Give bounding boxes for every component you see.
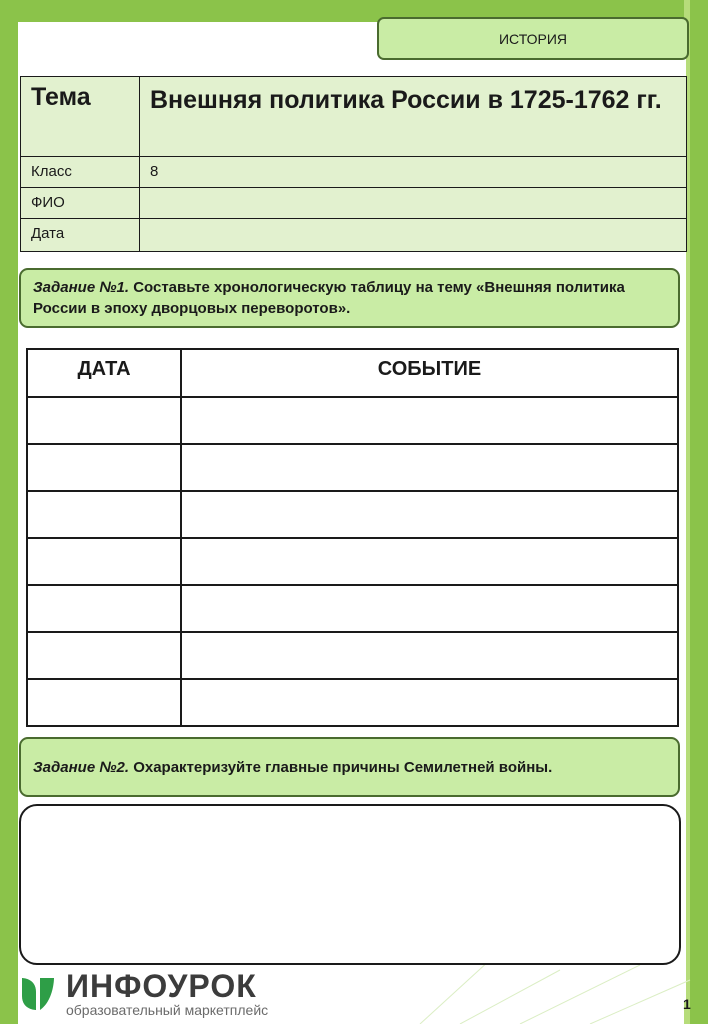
event-cell[interactable] — [181, 585, 678, 632]
event-cell[interactable] — [181, 679, 678, 726]
event-column-header: СОБЫТИЕ — [181, 349, 678, 397]
infourok-leaf-icon — [18, 970, 62, 1014]
table-row — [27, 585, 678, 632]
date-column-header: ДАТА — [27, 349, 181, 397]
table-row — [27, 679, 678, 726]
event-cell[interactable] — [181, 632, 678, 679]
task-2-text: Охарактеризуйте главные причины Семилетней войны. — [129, 758, 553, 776]
date-cell[interactable] — [27, 585, 181, 632]
class-row — [21, 157, 687, 188]
name-row — [21, 188, 687, 219]
task-1-text: Составьте хронологическую таблицу на тему «Внешняя политика России в эпоху дворцовых переворотов». — [33, 279, 625, 317]
date-cell[interactable] — [27, 632, 181, 679]
name-field[interactable] — [140, 188, 687, 219]
topic-value: Внешняя политика России в 1725-1762 гг. — [140, 77, 687, 157]
table-row — [27, 491, 678, 538]
infourok-logo — [18, 968, 308, 1020]
task-1-number: Задание №1. — [33, 279, 130, 296]
frame-left — [0, 0, 18, 1024]
date-label: Дата — [21, 219, 140, 252]
task-2-number: Задание №2. — [33, 758, 130, 776]
chronology-header-row — [27, 349, 678, 397]
event-cell[interactable] — [181, 491, 678, 538]
name-label: ФИО — [21, 188, 140, 219]
topic-row — [21, 77, 687, 157]
page-number: 1 — [683, 996, 691, 1012]
logo-tagline: образовательный маркетплейс — [66, 1002, 269, 1018]
task-1-box — [19, 268, 680, 328]
table-row — [27, 632, 678, 679]
answer-box[interactable] — [19, 804, 681, 965]
table-row — [27, 538, 678, 585]
task-2-box — [19, 737, 680, 797]
class-value: 8 — [140, 157, 687, 188]
decorative-lines — [400, 960, 700, 1024]
info-table — [20, 76, 687, 252]
date-cell[interactable] — [27, 679, 181, 726]
subject-badge: ИСТОРИЯ — [377, 17, 689, 60]
table-row — [27, 397, 678, 444]
event-cell[interactable] — [181, 538, 678, 585]
date-cell[interactable] — [27, 397, 181, 444]
date-cell[interactable] — [27, 444, 181, 491]
chronology-table — [26, 348, 679, 727]
event-cell[interactable] — [181, 444, 678, 491]
date-cell[interactable] — [27, 538, 181, 585]
event-cell[interactable] — [181, 397, 678, 444]
date-row — [21, 219, 687, 252]
logo-name: ИНФОУРОК — [66, 968, 257, 1004]
date-field[interactable] — [140, 219, 687, 252]
class-label: Класс — [21, 157, 140, 188]
frame-right — [690, 0, 708, 1024]
topic-label: Тема — [21, 77, 140, 157]
date-cell[interactable] — [27, 491, 181, 538]
table-row — [27, 444, 678, 491]
